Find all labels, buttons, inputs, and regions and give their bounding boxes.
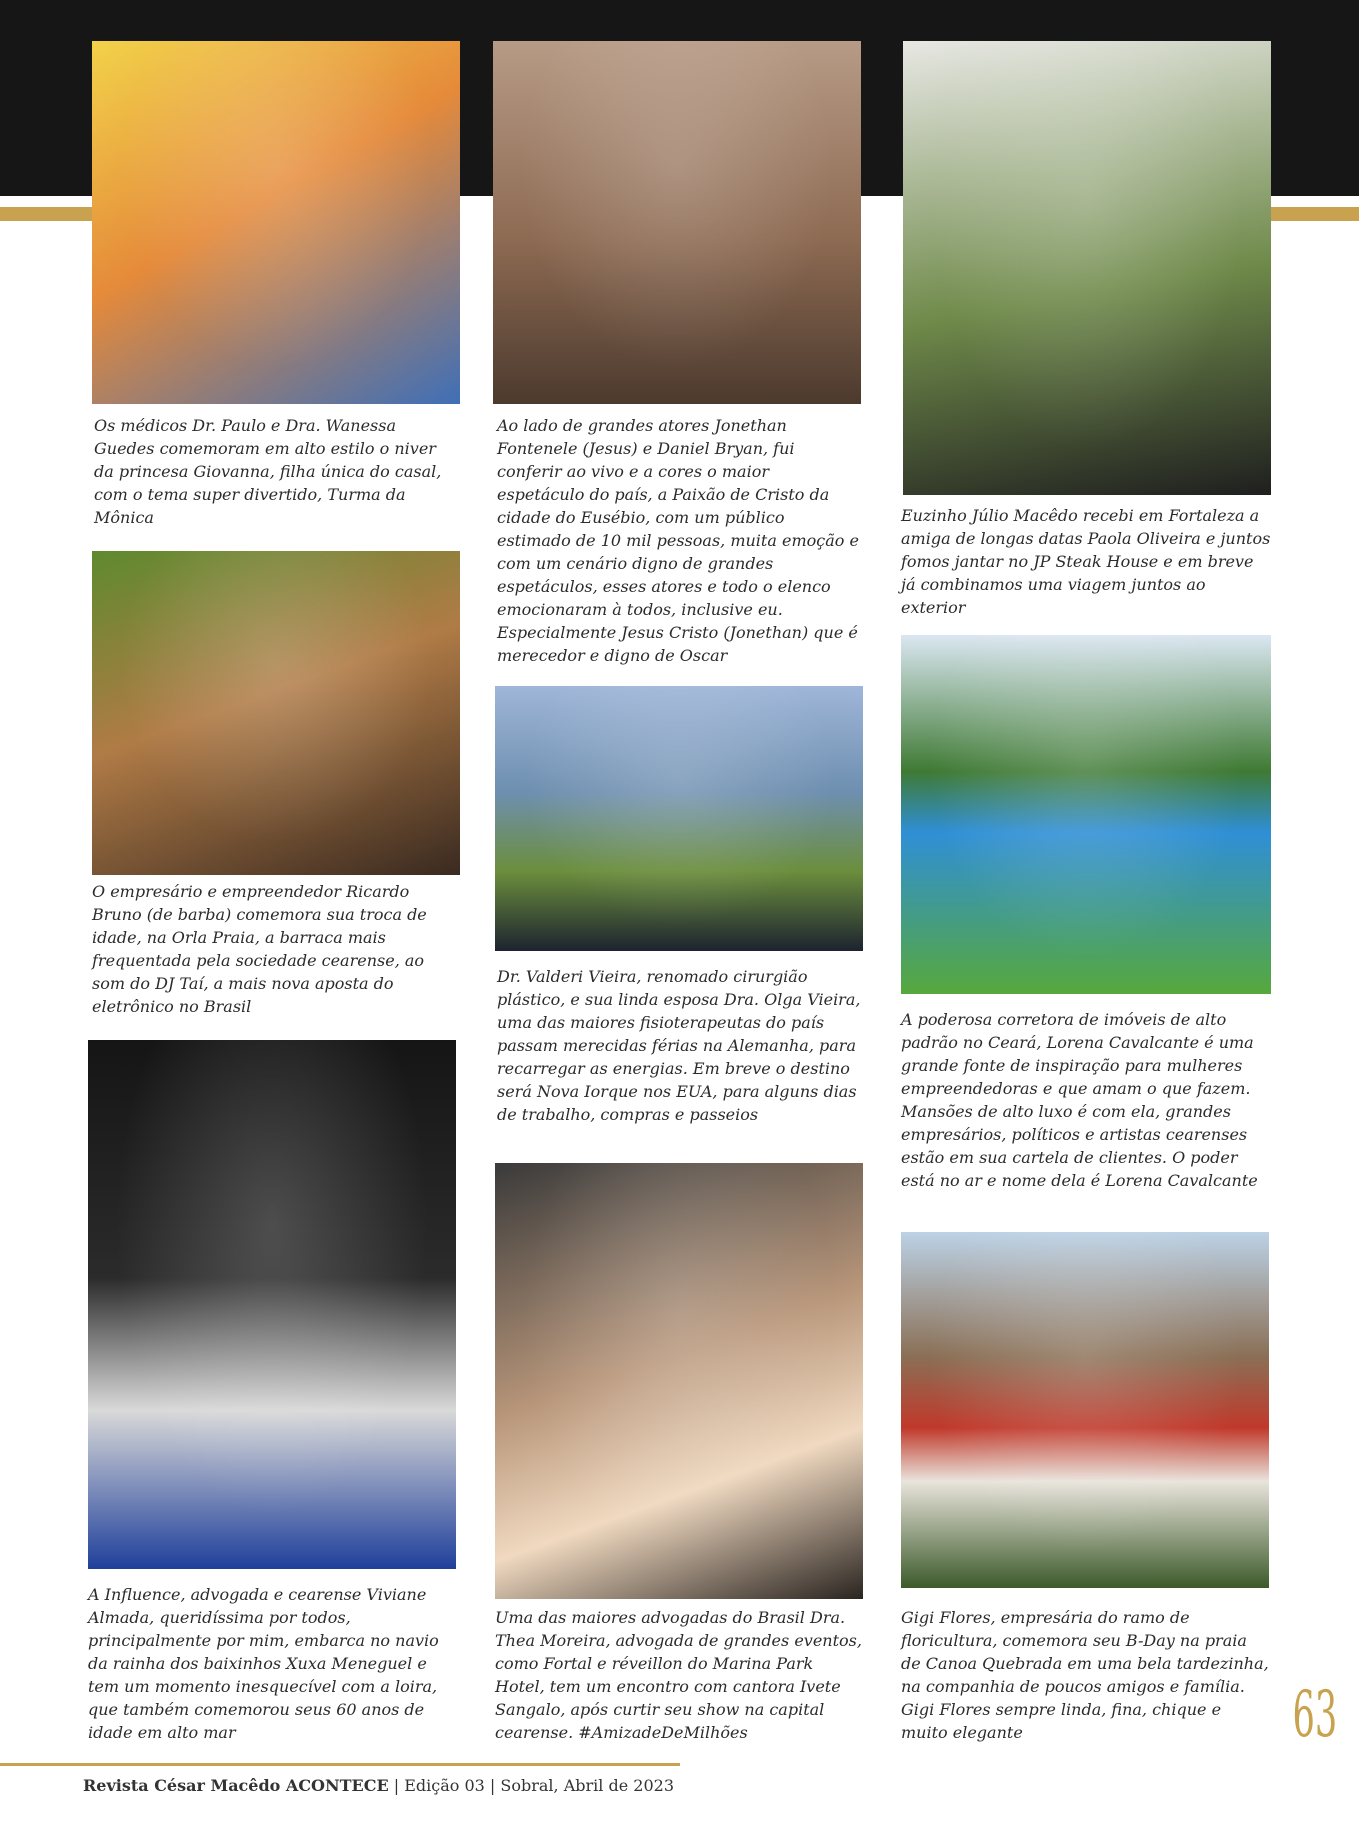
caption-viviane-xuxa: A Influence, advogada e cearense Viviane Almada, queridíssima por todos, principalmente por mim, embarca no navio da rainha dos baixinhos Xuxa Meneguel e tem um momento inesquecível com a loira, que também comemorou seus 60 anos de idade em alto mar [88,1585,439,1742]
photo-viviane-xuxa [88,1040,456,1569]
photo-ricardo-bruno [92,551,460,875]
footer-magazine: Revista César Macêdo ACONTECE [83,1776,389,1795]
photo-lorena-cavalcante [901,635,1271,994]
caption-paixao-de-cristo: Ao lado de grandes atores Jonethan Fontenele (Jesus) e Daniel Bryan, fui conferir ao vivo e a cores o maior espetáculo do país, a Paixão de Cristo da cidade do Eusébio, com um público estimado de 10 mil pessoas, muita emoção e com um cenário digno de grandes espetáculos, esses atores e todo o elenco emocionaram à todos, inclusive eu. Especialmente Jesus Cristo (Jonethan) que é merecedor e digno de Oscar [497,416,859,665]
page-number: 63 [1292,1678,1338,1752]
caption-thea-ivete: Uma das maiores advogadas do Brasil Dra. Thea Moreira, advogada de grandes eventos, como Fortal e réveillon do Marina Park Hotel, tem um encontro com cantora Ivete Sangalo, após curtir seu show na capital cearense. #AmizadeDeMilhões [495,1608,862,1742]
footer-place-date: Sobral, Abril de 2023 [500,1776,674,1795]
caption-gigi-flores: Gigi Flores, empresária do ramo de floricultura, comemora seu B-Day na praia de Canoa Quebrada em uma bela tardezinha, na companhia de poucos amigos e família. Gigi Flores sempre linda, fina, chique e muito elegante [901,1608,1269,1742]
photo-paixao-de-cristo [493,41,861,404]
footer-separator-1: | [388,1776,405,1795]
photo-julio-paola [903,41,1271,495]
gold-rule-left [0,207,93,221]
photo-gigi-flores [901,1232,1269,1588]
photo-thea-ivete [495,1163,863,1599]
photo-guedes-family [92,41,460,404]
footer-rule [0,1763,680,1766]
caption-ricardo-bruno: O empresário e empreendedor Ricardo Bruno (de barba) comemora sua troca de idade, na Orla Praia, a barraca mais frequentada pela sociedade cearense, ao som do DJ Taí, a mais nova aposta do eletrônico no Brasil [92,882,427,1016]
gold-rule-right [1271,207,1359,221]
photo-valderi-olga [495,686,863,951]
footer-credit [83,1776,674,1795]
caption-guedes-family: Os médicos Dr. Paulo e Dra. Wanessa Guedes comemoram em alto estilo o niver da princesa Giovanna, filha única do casal, com o tema super divertido, Turma da Mônica [94,416,442,527]
footer-separator-2: | [484,1776,501,1795]
caption-valderi-olga: Dr. Valderi Vieira, renomado cirurgião plástico, e sua linda esposa Dra. Olga Vieira, uma das maiores fisioterapeutas do país passam merecidas férias na Alemanha, para recarregar as energias. Em breve o destino será Nova Iorque nos EUA, para alguns dias de trabalho, compras e passeios [497,967,861,1124]
footer-edition: Edição 03 [404,1776,485,1795]
caption-julio-paola: Euzinho Júlio Macêdo recebi em Fortaleza a amiga de longas datas Paola Oliveira e juntos fomos jantar no JP Steak House e em breve já combinamos uma viagem juntos ao exterior [901,506,1271,617]
caption-lorena-cavalcante: A poderosa corretora de imóveis de alto padrão no Ceará, Lorena Cavalcante é uma grande fonte de inspiração para mulheres empreendedoras e que amam o que fazem. Mansões de alto luxo é com ela, grandes empresários, políticos e artistas cearenses estão em sua cartela de clientes. O poder está no ar e nome dela é Lorena Cavalcante [901,1010,1258,1190]
